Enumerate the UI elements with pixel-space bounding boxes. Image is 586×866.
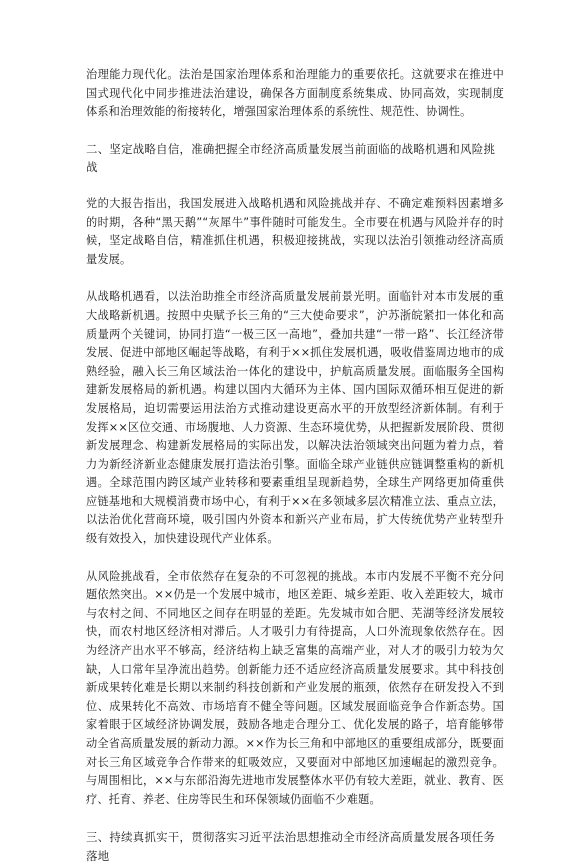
spacer: [86, 549, 504, 568]
spacer: [86, 177, 504, 195]
spacer: [86, 809, 504, 828]
paragraph-strategic-opportunities: 从战略机遇看，以法治助推全市经济高质量发展前景光明。面临针对本市发展的重大战略新机遇。按照中央赋予长三角的“三大使命要求”，沪苏浙皖紧扣一体化和高质量两个关键词，协同打造“一极三区一高地”，叠加共建“一带一路”、长江经济带发展、促进中部地区崛起等战略，有利于××抓住发展机遇，吸收借鉴周边地市的成熟经验，融入长三角区域法治一体化的建设中，护航高质量发展。面临服务全国构建新发展格局的新机遇。构建以国内大循环为主体、国内国际双循环相互促进的新发展格局，迫切需要运用法治方式推动建设更高水平的开放型经济新体制。有利于发挥××区位交通、市场腹地、人力资源、生态环境优势，从把握新发展阶段、贯彻新发展理念、构建新发展格局的实际出发，以解决法治领域突出问题为着力点，着力为新经济新业态健康发展打造法治引擎。面临全球产业链供应链调整重构的新机遇。全球范围内跨区域产业转移和要素重组呈现新趋势，全球生产网络更加倚重供应链基地和大规模消费市场中心，有利于××在多领域多层次精准立法、重点立法，以法治优化营商环境，吸引国内外资本和新兴产业布局，扩大传统优势产业转型升级有效投入，加快建设现代产业体系。: [86, 290, 504, 546]
paragraph-risk-challenges: 从风险挑战看，全市依然存在复杂的不可忽视的挑战。本市内发展不平衡不充分问题依然突出。××仍是一个发展中城市，地区差距、城乡差距、收入差距较大，城市与农村之间、不同地区之间存在明显的差距。先发城市如合肥、芜湖等经济发展较快，而农村地区经济相对滞后。人才吸引力有待提高，人口外流现象依然存在。因为经济产出水平不够高，经济结构上缺乏富集的高端产业，对人才的吸引力较为欠缺，人口常年呈净流出趋势。创新能力还不适应经济高质量发展要求。其中科技创新成果转化难是长期以来制约科技创新和产业发展的瓶颈，依然存在研发投入不到位、成果转化不高效、市场培育不健全等问题。区域发展面临竞争合作新态势。国家着眼于区域经济协调发展，鼓励各地走合理分工、优化发展的路子，培育能够带动全省高质量发展的新动力源。××作为长三角和中部地区的重要组成部分，既要面对长三角区域竞争合作带来的虹吸效应，又要面对中部地区加速崛起的激烈竞争。与周围相比，××与东部沿海先进地市发展整体水平仍有较大差距，就业、教育、医疗、托育、养老、住房等民生和环保领域仍面临不少难题。: [86, 569, 504, 806]
spacer: [86, 269, 504, 288]
section-heading-3: 三、持续真抓实干，贯彻落实习近平法治思想推动全市经济高质量发展各项任务落地: [86, 830, 496, 863]
paragraph-governance: 治理能力现代化。法治是国家治理体系和治理能力的重要依托。这就要求在推进中国式现代化中同步推进法治建设，确保各方面制度系统集成、协同高效，实现制度体系和治理效能的衔接转化，增强国家治理体系的系统性、规范性、协调性。: [86, 68, 504, 119]
spacer: [86, 122, 504, 140]
section-heading-2: 二、坚定战略自信，准确把握全市经济高质量发展当前面临的战略机遇和风险挑战: [86, 141, 496, 175]
paragraph-party-report: 党的大报告指出，我国发展进入战略机遇和风险挑战并存、不确定难预料因素增多的时期，各种“黑天鹅”“灰犀牛”事件随时可能发生。全市要在机遇与风险并存的时候，坚定战略自信，精准抓住机遇，积极迎接挑战，实现以法治引领推动经济高质量发展。: [86, 196, 504, 266]
